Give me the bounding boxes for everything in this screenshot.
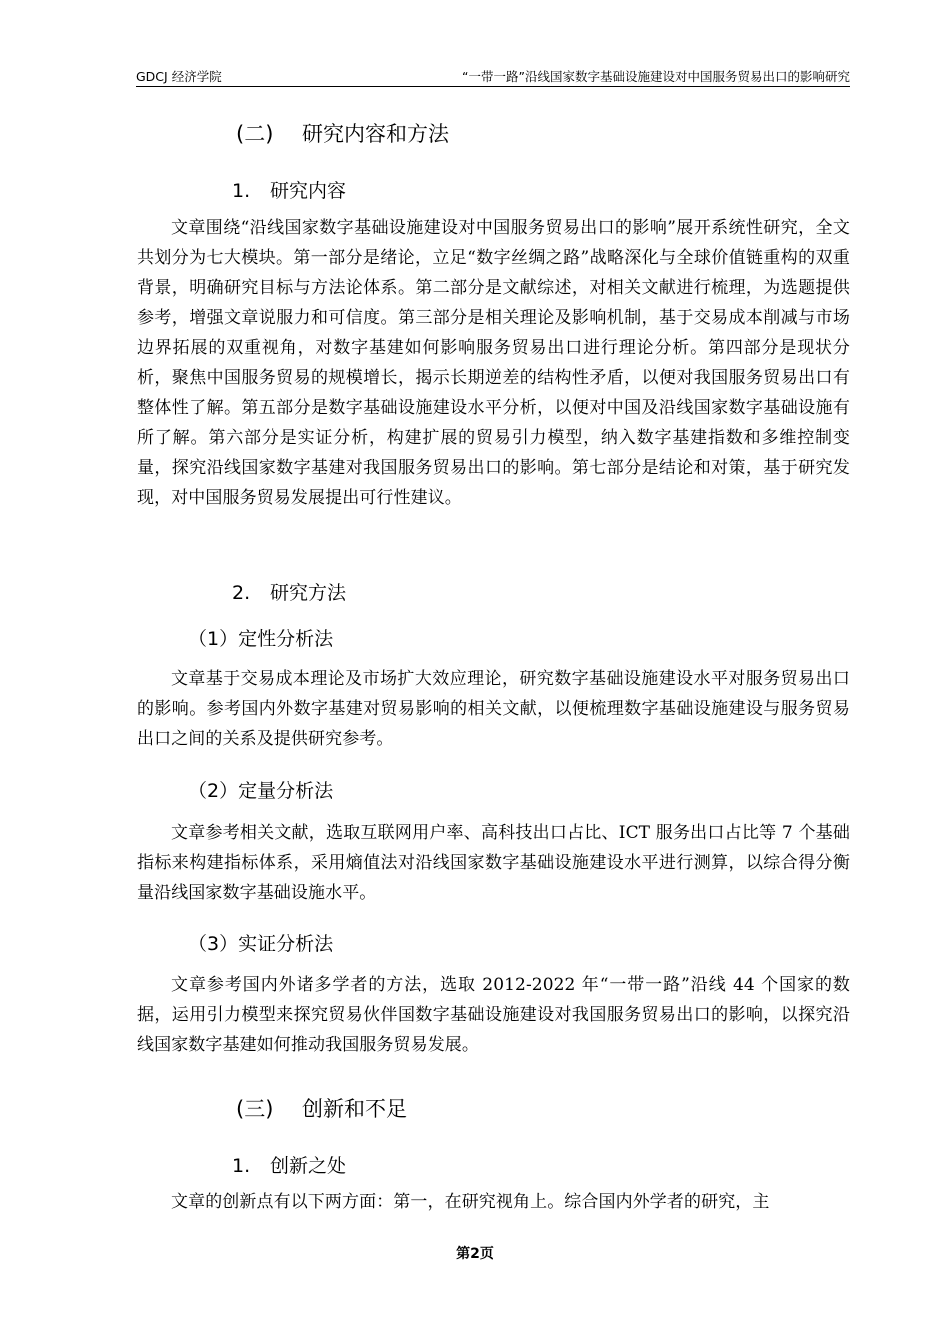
subsection-title: 研究方法 xyxy=(270,582,347,604)
subsection-title: 创新之处 xyxy=(270,1155,347,1177)
paragraph-quantitative: 文章参考相关文献，选取互联网用户率、高科技出口占比、ICT 服务出口占比等 7 个基础指标来构建指标体系，采用熵值法对沿线国家数字基础设施建设水平进行测算，以综合得分衡量沿线国家数字基础设施水平。 xyxy=(137,823,850,903)
page-header xyxy=(136,66,850,87)
subsection-title: 研究内容 xyxy=(270,180,347,202)
method-heading-quantitative: （2）定量分析法 xyxy=(188,780,334,802)
page-number: 第2页 xyxy=(456,1246,494,1262)
subsection-number: 2. xyxy=(232,582,251,604)
section-number: (三) xyxy=(236,1097,274,1121)
subsection-number: 1. xyxy=(232,180,251,202)
method-heading-qualitative: （1）定性分析法 xyxy=(188,628,334,650)
section-heading-2 xyxy=(236,118,449,148)
paragraph-qualitative: 文章基于交易成本理论及市场扩大效应理论，研究数字基础设施建设水平对服务贸易出口的影响。参考国内外数字基建对贸易影响的相关文献，以便梳理数字基础设施建设与服务贸易出口之间的关系及提供研究参考。 xyxy=(137,669,850,749)
header-thesis-title: “一带一路”沿线国家数字基础设施建设对中国服务贸易出口的影响研究 xyxy=(462,69,850,84)
section-heading-3 xyxy=(236,1093,407,1123)
subsection-heading-research-content xyxy=(232,176,346,203)
subsection-heading-research-methods xyxy=(232,578,346,605)
method-heading-empirical: （3）实证分析法 xyxy=(188,933,334,955)
paragraph-empirical: 文章参考国内外诸多学者的方法，选取 2012-2022 年“一带一路”沿线 44 个国家的数据，运用引力模型来探究贸易伙伴国数字基础设施建设对我国服务贸易出口的影响，以探究沿线国家数字基建如何推动我国服务贸易发展。 xyxy=(137,975,850,1055)
section-title: 创新和不足 xyxy=(302,1097,407,1121)
header-school: GDCJ 经济学院 xyxy=(136,69,222,84)
section-title: 研究内容和方法 xyxy=(302,122,449,146)
subsection-number: 1. xyxy=(232,1155,251,1177)
section-number: (二) xyxy=(236,122,274,146)
subsection-heading-innovation xyxy=(232,1151,346,1178)
paragraph-research-content: 文章围绕“沿线国家数字基础设施建设对中国服务贸易出口的影响”展开系统性研究，全文共划分为七大模块。第一部分是绪论，立足“数字丝绸之路”战略深化与全球价值链重构的双重背景，明确研究目标与方法论体系。第二部分是文献综述，对相关文献进行梳理，为选题提供参考，增强文章说服力和可信度。第三部分是相关理论及影响机制，基于交易成本削减与市场边界拓展的双重视角，对数字基建如何影响服务贸易出口进行理论分析。第四部分是现状分析，聚焦中国服务贸易的规模增长，揭示长期逆差的结构性矛盾，以便对我国服务贸易出口有整体性了解。第五部分是数字基础设施建设水平分析，以便对中国及沿线国家数字基础设施有所了解。第六部分是实证分析，构建扩展的贸易引力模型，纳入数字基建指数和多维控制变量，探究沿线国家数字基建对我国服务贸易出口的影响。第七部分是结论和对策，基于研究发现，对中国服务贸易发展提出可行性建议。 xyxy=(137,218,850,508)
paragraph-innovation: 文章的创新点有以下两方面：第一，在研究视角上。综合国内外学者的研究，主 xyxy=(171,1192,770,1212)
